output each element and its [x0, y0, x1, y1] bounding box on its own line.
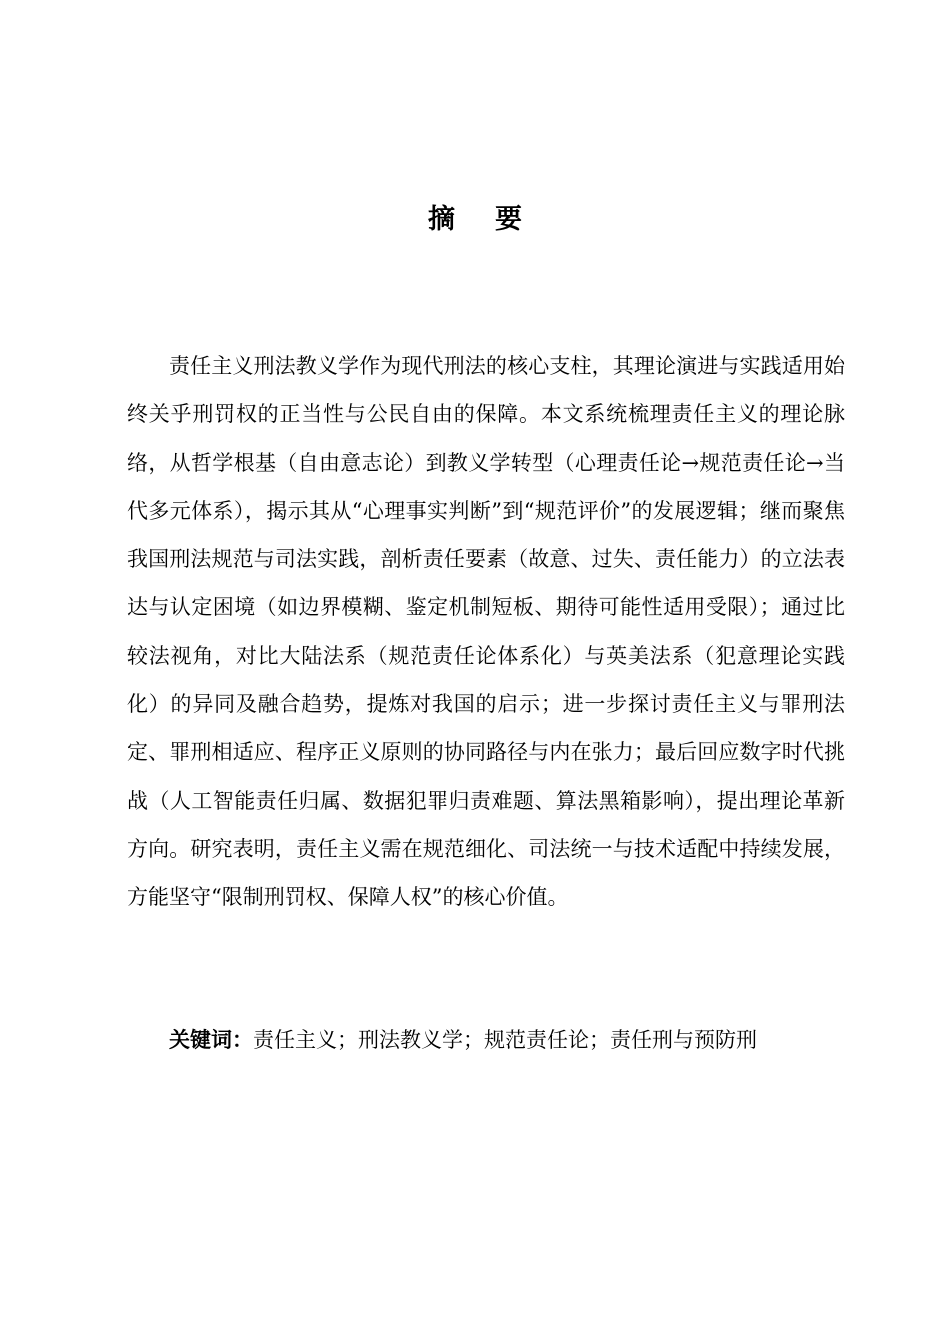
keywords-value: 责任主义；刑法教义学；规范责任论；责任刑与预防刑 [253, 1028, 757, 1052]
keywords-line [169, 1022, 859, 1058]
abstract-title: 摘要 [428, 204, 562, 235]
keywords-label: 关键词： [169, 1028, 253, 1052]
abstract-body: 责任主义刑法教义学作为现代刑法的核心支柱，其理论演进与实践适用始终关乎刑罚权的正当性与公民自由的保障。本文系统梳理责任主义的理论脉络，从哲学根基（自由意志论）到教义学转型（心理责任论→规范责任论→当代多元体系），揭示其从“心理事实判断”到“规范评价”的发展逻辑；继而聚焦我国刑法规范与司法实践，剖析责任要素（故意、过失、责任能力）的立法表达与认定困境（如边界模糊、鉴定机制短板、期待可能性适用受限）；通过比较法视角，对比大陆法系（规范责任论体系化）与英美法系（犯意理论实践化）的异同及融合趋势，提炼对我国的启示；进一步探讨责任主义与罪刑法定、罪刑相适应、程序正义原则的协同路径与内在张力；最后回应数字时代挑战（人工智能责任归属、数据犯罪归责难题、算法黑箱影响），提出理论革新方向。研究表明，责任主义需在规范细化、司法统一与技术适配中持续发展，方能坚守“限制刑罚权、保障人权”的核心价值。 [127, 354, 845, 910]
